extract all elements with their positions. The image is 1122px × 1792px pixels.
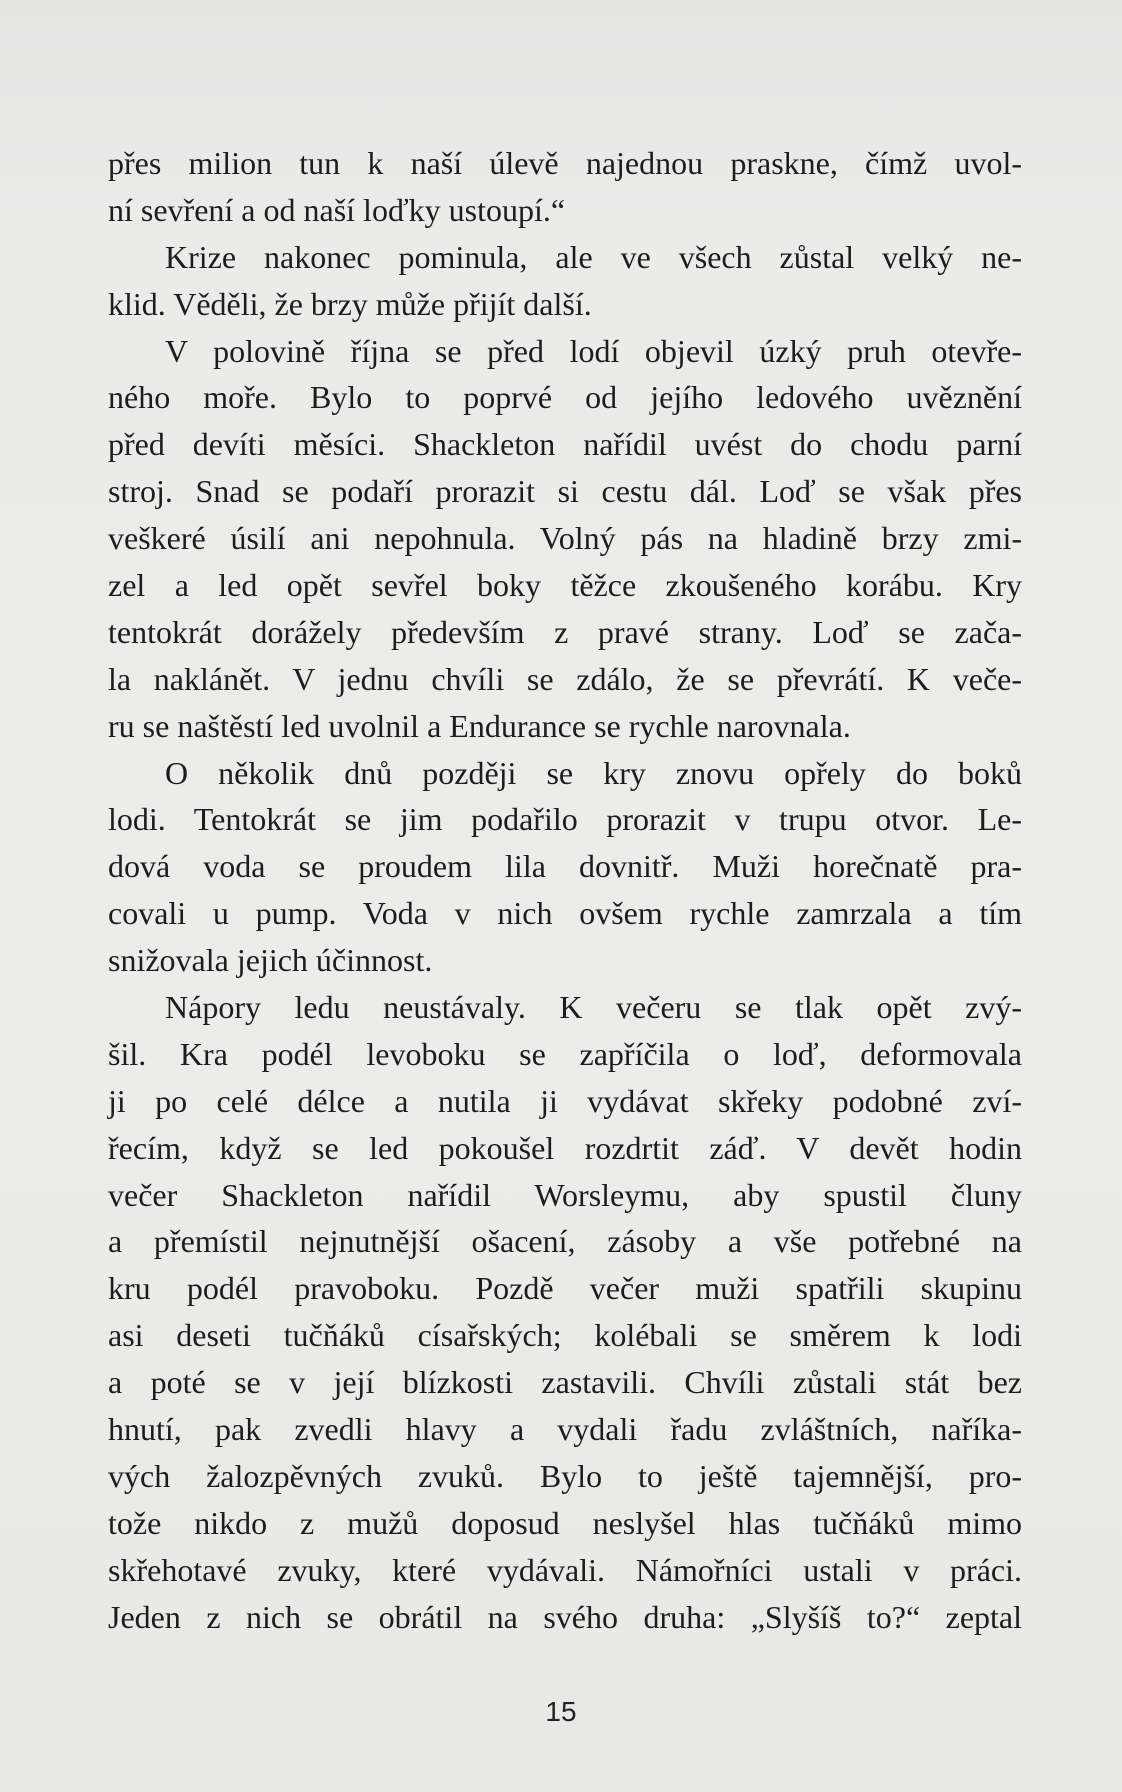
- text-line: a přemístil nejnutnější ošacení, zásoby a vše potřebné na: [108, 1223, 1022, 1260]
- text-line: Krize nakonec pominula, ale ve všech zůstal velký ne-: [165, 238, 1022, 275]
- text-line: lodi. Tentokrát se jim podařilo prorazit v trupu otvor. Le-: [108, 801, 1022, 838]
- text-line: asi deseti tučňáků císařských; kolébali se směrem k lodi: [108, 1317, 1022, 1354]
- text-line: vých žalozpěvných zvuků. Bylo to ještě tajemnější, pro-: [108, 1457, 1022, 1494]
- text-line: večer Shackleton nařídil Worsleymu, aby spustil čluny: [108, 1176, 1022, 1213]
- text-line: ní sevření a od naší loďky ustoupí.“: [108, 191, 566, 228]
- text-line: tentokrát dorážely především z pravé strany. Loď se zača-: [108, 613, 1022, 650]
- text-line: kru podél pravoboku. Pozdě večer muži spatřili skupinu: [108, 1270, 1022, 1307]
- text-line: Nápory ledu neustávaly. K večeru se tlak opět zvý-: [165, 989, 1022, 1026]
- text-line: covali u pump. Voda v nich ovšem rychle zamrzala a tím: [108, 895, 1022, 932]
- text-line: ji po celé délce a nutila ji vydávat skřeky podobné zví-: [108, 1082, 1022, 1119]
- text-line: zel a led opět sevřel boky těžce zkoušeného korábu. Kry: [108, 567, 1022, 604]
- text-line: klid. Věděli, že brzy může přijít další.: [108, 285, 592, 322]
- text-line: před devíti měsíci. Shackleton nařídil uvést do chodu parní: [108, 426, 1022, 463]
- text-line: snižovala jejich účinnost.: [108, 942, 433, 979]
- text-line: V polovině října se před lodí objevil úzký pruh otevře-: [165, 332, 1022, 369]
- text-line: hnutí, pak zvedli hlavy a vydali řadu zvláštních, naříka-: [108, 1411, 1022, 1448]
- text-line: ného moře. Bylo to poprvé od jejího ledového uvěznění: [108, 379, 1022, 416]
- page-number: 15: [545, 1696, 577, 1727]
- text-line: stroj. Snad se podaří prorazit si cestu dál. Loď se však přes: [108, 473, 1022, 510]
- text-line: přes milion tun k naší úlevě najednou praskne, čímž uvol-: [108, 145, 1022, 181]
- text-line: veškeré úsilí ani nepohnula. Volný pás na hladině brzy zmi-: [108, 520, 1022, 557]
- text-line: la naklánět. V jednu chvíli se zdálo, že se převrátí. K veče-: [108, 660, 1022, 697]
- text-line: Jeden z nich se obrátil na svého druha: „Slyšíš to?“ zeptal: [108, 1598, 1022, 1635]
- text-line: dová voda se proudem lila dovnitř. Muži horečnatě pra-: [108, 848, 1022, 885]
- text-line: šil. Kra podél levoboku se zapříčila o loď, deformovala: [108, 1035, 1022, 1072]
- text-line: tože nikdo z mužů doposud neslyšel hlas tučňáků mimo: [108, 1504, 1022, 1541]
- text-line: ru se naštěstí led uvolnil a Endurance se rychle narovnala.: [108, 707, 851, 744]
- text-line: skřehotavé zvuky, které vydávali. Námořníci ustali v práci.: [108, 1551, 1022, 1588]
- text-line: řecím, když se led pokoušel rozdrtit záď. V devět hodin: [108, 1129, 1022, 1166]
- body-text: [108, 140, 1022, 1641]
- text-line: O několik dnů později se kry znovu opřely do boků: [165, 754, 1022, 791]
- text-line: a poté se v její blízkosti zastavili. Chvíli zůstali stát bez: [108, 1364, 1022, 1401]
